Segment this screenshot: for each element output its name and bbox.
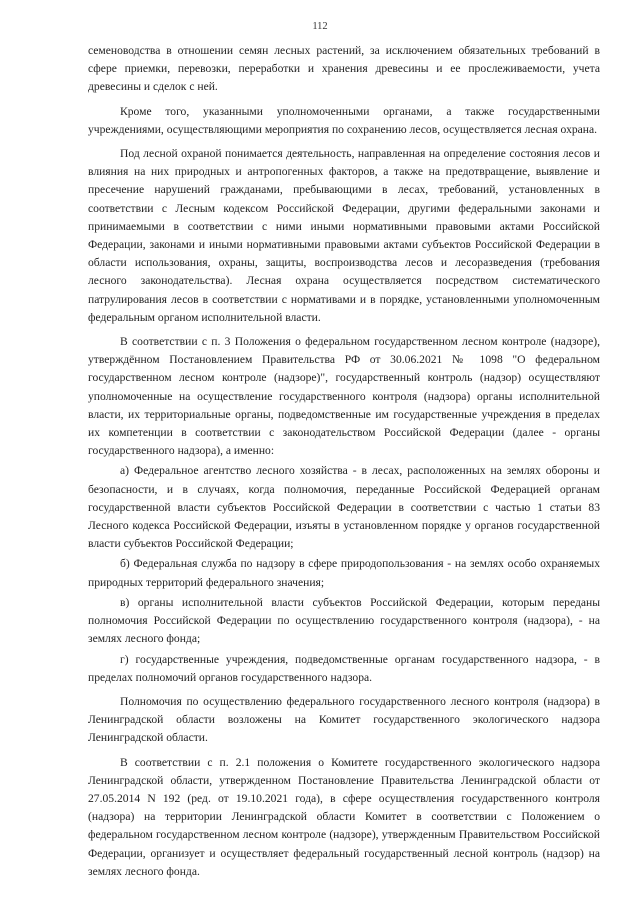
list-item: а) Федеральное агентство лесного хозяйства - в лесах, расположенных на землях обороны и безопасности, и в случаях, когда полномочия, переданные Российской Федерацией органам государственной власти субъектов Российской Федерации в соответствии с частью 1 статьи 83 Лесного кодекса Российской Федерации, изъяты в установленном порядке у органов государственной власти субъектов Российской Федерации; <box>88 464 600 551</box>
paragraph: Под лесной охраной понимается деятельность, направленная на определение состояния лесов и влияния на них природных и антропогенных факторов, а также на предотвращение, выявление и пресечение нарушений гражданами, пребывающими в лесах, требований, установленных в соответствии с Лесным кодексом Российской Федерации, другими федеральными законами и принимаемыми в соответствии с ними иными нормативными правовыми актами Российской Федерации, законами и иными нормативными правовыми актами субъектов Российской Федерации в области использования, охраны, защиты, воспроизводства лесов и лесоразведения (требования лесного законодательства). Лесная охрана осуществляется посредством систематического патрулирования лесов в соответствии с нормативами и в порядке, установленными уполномоченным федеральным органом исполнительной власти. <box>88 147 600 324</box>
paragraph: Полномочия по осуществлению федерального государственного лесного контроля (надзора) в Ленинградской области возложены на Комитет государственного экологического надзора Ленинградской области. <box>88 694 600 745</box>
paragraph: семеноводства в отношении семян лесных растений, за исключением обязательных требований в сфере приемки, перевозки, переработки и хранения древесины и ее прослеживаемости, учета древесины и сделок с ней. <box>88 44 600 94</box>
page-number: 112 <box>312 21 328 32</box>
paragraph: Кроме того, указанными уполномоченными органами, а также государственными учреждениями, осуществляющими мероприятия по сохранению лесов, осуществляется лесная охрана. <box>88 104 600 136</box>
document-body <box>88 42 600 887</box>
list-item: в) органы исполнительной власти субъектов Российской Федерации, которым переданы полномочия Российской Федерации по осуществлению государственного контроля (надзора), - на землях лесного фонда; <box>88 595 600 646</box>
list-item: г) государственные учреждения, подведомственные органам государственного надзора, - в пределах полномочий органов государственного надзора. <box>88 652 600 684</box>
paragraph: В соответствии с п. 3 Положения о федеральном государственном лесном контроле (надзоре), утверждённом Постановлением Правительства РФ от 30.06.2021 № 1098 "О федеральном государственном лесном контроле (надзоре)", государственный контроль (надзор) осуществляют уполномоченные на осуществление государственного контроля (надзора) органы исполнительной власти, их территориальные органы, подведомственные им государственные учреждения в пределах их компетенции в соответствии с законодательством Российской Федерации (далее - органы государственного надзора), а именно: <box>88 335 600 458</box>
paragraph: В соответствии с п. 2.1 положения о Комитете государственного экологического надзора Ленинградской области, утвержденном Постановление Правительства Ленинградской области от 27.05.2014 N 192 (ред. от 19.10.2021 года), в сфере осуществления государственного контроля (надзора) на территории Ленинградской области Комитет в соответствии с Положением о федеральном государственном лесном контроле (надзоре), утвержденным Правительством Российской Федерации, организует и осуществляет федеральный государственный лесной контроль (надзор) на землях лесного фонда. <box>88 755 600 878</box>
list-item: б) Федеральная служба по надзору в сфере природопользования - на землях особо охраняемых природных территорий федерального значения; <box>88 557 600 589</box>
